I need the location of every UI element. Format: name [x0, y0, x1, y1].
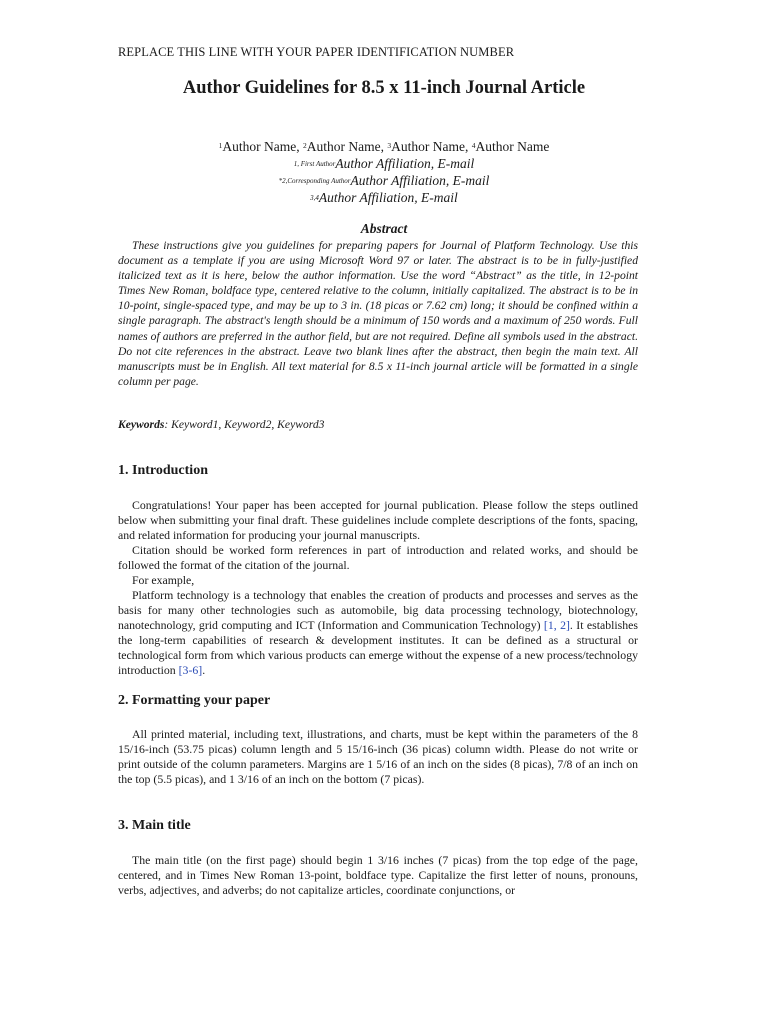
citation-link[interactable]: [1, 2] [543, 618, 570, 632]
author-sup: 2 [303, 141, 307, 150]
author-sup: 4 [471, 141, 476, 150]
paragraph-text: . It establishes the long-term capabilities of research & development institutes. It can be defined as a structural or technological form from which various products can emerge without the expense of a new process/technology introduction [118, 618, 638, 677]
paper-title: Author Guidelines for 8.5 x 11-inch Journal Article [182, 78, 586, 98]
affiliation-line [0, 172, 768, 189]
affiliation-note: 3,4 [310, 194, 319, 202]
keywords-label: Keywords [118, 418, 165, 431]
affiliation-text: Author Affiliation, E-mail [350, 173, 490, 188]
paragraph: Citation should be worked form references in part of introduction and related works, and should be followed the format of the citation of the journal. [118, 543, 638, 572]
section-heading-formatting: 2. Formatting your paper [118, 693, 271, 708]
affiliation-line [0, 155, 768, 172]
paragraph: All printed material, including text, illustrations, and charts, must be kept within the parameters of the 8 15/16-inch (53.75 picas) column length and 5 15/16-inch (36 picas) column width. Please do not write or print outside of the column parameters. Margins are 1 5/16 of an inch on the sides (8 picas), 7/8 of an inch on the top (5.5 picas), and 1 3/16 of an inch on the bottom (7 picas). [118, 727, 638, 786]
section-body-main-title [118, 853, 638, 898]
paragraph: Congratulations! Your paper has been accepted for journal publication. Please follow the steps outlined below when submitting your final draft. These guidelines include complete descriptions of the fonts, spacing, and related information for producing your journal manuscripts. [118, 498, 638, 542]
keywords-text: : Keyword1, Keyword2, Keyword3 [164, 418, 325, 431]
author-names [0, 138, 768, 155]
citation-link[interactable]: [3-6] [178, 663, 203, 677]
section-heading-introduction: 1. Introduction [118, 463, 208, 478]
paragraph-text: . [202, 663, 206, 677]
section-heading-main-title: 3. Main title [118, 818, 191, 833]
section-body-introduction [118, 498, 638, 678]
author-sup: 1 [218, 141, 223, 150]
section-body-formatting [118, 727, 638, 787]
affiliation-line [0, 189, 768, 206]
paragraph: The main title (on the first page) should begin 1 3/16 inches (7 picas) from the top edge of the page, centered, and in Times New Roman 13-point, boldface type. Capitalize the first letter of nouns, pronouns, verbs, adjectives, and adverbs; do not capitalize articles, coordinate conjunctions, or [118, 853, 638, 897]
paragraph [118, 588, 638, 678]
author-name: Author Name, [306, 139, 388, 154]
affiliation-note: 1, First Author [293, 160, 336, 168]
affiliation-text: Author Affiliation, E-mail [335, 156, 475, 171]
abstract-text: These instructions give you guidelines for preparing papers for Journal of Platform Technology. Use this document as a template if you are using Microsoft Word 97 or later. The abstract is to be in fully-justified italicized text as it is here, below the author information. Use the word “Abstract” as the title, in 12-point Times New Roman, boldface type, centered relative to the column, initially capitalized. The abstract is to be in 10-point, single-spaced type, and may be up to 3 in. (18 picas or 7.62 cm) long; it should be confined within a single paragraph. The abstract's length should be a minimum of 150 words and a maximum of 250 words. Full names of authors are preferred in the author field, but are not required. Define all symbols used in the abstract. Do not cite references in the abstract. Leave two blank lines after the abstract, then begin the main text. All manuscripts must be in English. All text material for 8.5 x 11-inch journal article will be formatted in a single column per page. [118, 239, 638, 388]
author-name: Author Name [475, 139, 550, 154]
paragraph: For example, [132, 573, 195, 587]
author-name: Author Name, [391, 139, 472, 154]
abstract-heading: Abstract [360, 221, 408, 236]
affiliation-note: *2,Corresponding Author [278, 177, 351, 185]
paper-id-line: REPLACE THIS LINE WITH YOUR PAPER IDENTIFICATION NUMBER [118, 45, 515, 59]
keywords-line [118, 418, 324, 431]
author-name: Author Name, [222, 139, 304, 154]
author-sup: 3 [387, 141, 392, 150]
author-block [0, 138, 768, 206]
affiliation-text: Author Affiliation, E-mail [318, 190, 458, 205]
paragraph-text: Platform technology is a technology that enables the creation of products and processes and serves as the basis for many other technologies such as automobile, big data processing technology, biotechnology, nanotechnology, grid computing and ICT (Information and Communication Technology) [118, 588, 638, 632]
